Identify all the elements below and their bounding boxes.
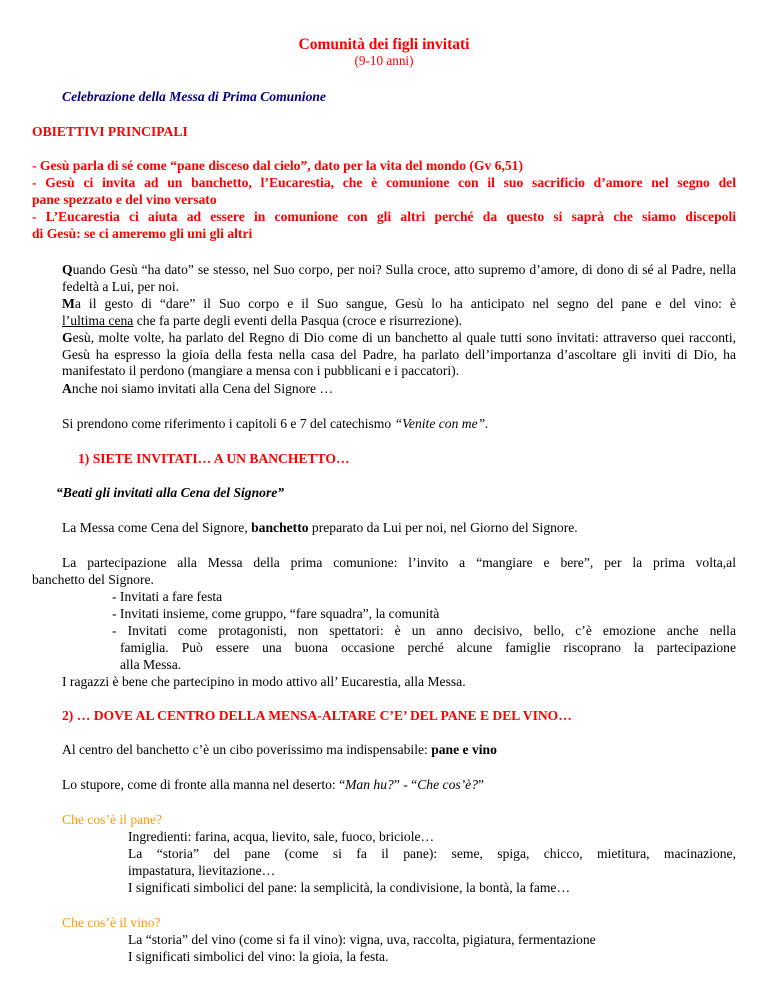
bold-term: banchetto [251, 520, 309, 535]
objective-3-line1: - L’Eucarestia ci aiuta ad essere in comunione con gli altri perché da questo si saprà che siamo discepoli [32, 209, 736, 224]
bread-line: impastatura, lievitazione… [128, 863, 276, 878]
objectives-heading: OBIETTIVI PRINCIPALI [32, 124, 188, 139]
section-1-quote: “Beati gli invitati alla Cena del Signore” [56, 485, 285, 500]
intro-text: nche noi siamo invitati alla Cena del Signore … [71, 381, 334, 396]
list-item: - Invitati insieme, come gruppo, “fare squadra”, la comunità [112, 606, 440, 621]
bold-term: pane e vino [431, 742, 497, 757]
intro-paragraph-2-line2 [62, 313, 736, 330]
page-title: Comunità dei figli invitati [298, 36, 470, 53]
italic-phrase: Man hu? [345, 777, 394, 792]
page-subtitle: (9-10 anni) [354, 53, 414, 68]
bread-line: I significati simbolici del pane: la semplicità, la condivisione, la bontà, la fame… [128, 880, 571, 895]
section-2-heading: 2) … DOVE AL CENTRO DELLA MENSA-ALTARE C’E’ DEL PANE E DEL VINO… [62, 708, 572, 723]
drop-initial: Q [62, 262, 73, 277]
bread-question: Che cos’è il pane? [62, 812, 163, 827]
reference-text: Si prendono come riferimento i capitoli 6 e 7 del catechismo [62, 416, 395, 431]
bread-line: La “storia” del pane (come si fa il pane): seme, spiga, chicco, mietitura, macinazione, [128, 846, 736, 861]
catechism-reference [62, 416, 736, 433]
intro-text: esù, molte volte, ha parlato del Regno di Dio come di un banchetto al quale tutti sono invitati: attraverso quei racconti, Gesù ha espresso la gioia della festa nella casa del Padre, ha parlato dell’importanza d’ascoltare gli inviti di Dio, ha manifestato il perdono (mangiare a mensa con i pubblicani e i paccatori). [62, 330, 736, 378]
objective-2-line2: pane spezzato e del vino versato [32, 192, 217, 207]
intro-text: che fa parte degli eventi della Pasqua (croce e risurrezione). [133, 313, 463, 328]
objective-2-line1: - Gesù ci invita ad un banchetto, l’Eucarestia, che è comunione con il suo sacrificio d’amore nel segno del [32, 175, 736, 190]
drop-initial: A [62, 381, 72, 396]
text: preparato da Lui per noi, nel Giorno del Signore. [308, 520, 578, 535]
section-1-closing: I ragazzi è bene che partecipino in modo attivo all’ Eucarestia, alla Messa. [62, 674, 466, 689]
text: ” [478, 777, 485, 792]
wine-question: Che cos’è il vino? [62, 915, 161, 930]
list-item-continuation: famiglia. Può essere una buona occasione perché alcune famiglie riscoprano la partecipazione [120, 640, 736, 655]
section-1-heading: 1) SIETE INVITATI… A UN BANCHETTO… [78, 451, 350, 466]
italic-phrase: Che cos’è? [417, 777, 479, 792]
section-1-paragraph-2-line1: La partecipazione alla Messa della prima comunione: l’invito a “mangiare e bere”, per la prima volta,al [62, 555, 736, 570]
section-2-paragraph-2 [62, 777, 736, 794]
objective-3-line2: di Gesù: se ci ameremo gli uni gli altri [32, 226, 253, 241]
text: Lo stupore, come di fronte alla manna nel deserto: “ [62, 777, 346, 792]
underlined-phrase: l’ultima cena [62, 313, 134, 328]
intro-paragraph-1 [62, 262, 736, 295]
section-1-paragraph-1 [62, 520, 736, 537]
text: ” - “ [393, 777, 418, 792]
list-item: - Invitati come protagonisti, non spettatori: è un anno decisivo, bello, c’è emozione anche nella [112, 623, 736, 638]
intro-paragraph-3 [62, 330, 736, 380]
bread-line: Ingredienti: farina, acqua, lievito, sale, fuoco, briciole… [128, 829, 435, 844]
intro-text: a il gesto di “dare” il Suo corpo e il Suo sangue, Gesù lo ha anticipato nel segno del pane e del vino: è [74, 296, 736, 311]
text: La Messa come Cena del Signore, [62, 520, 252, 535]
text: Al centro del banchetto c’è un cibo poverissimo ma indispensabile: [62, 742, 432, 757]
intro-paragraph-2-line1 [62, 296, 736, 313]
wine-line: I significati simbolici del vino: la gioia, la festa. [128, 949, 389, 964]
intro-text: uando Gesù “ha dato” se stesso, nel Suo corpo, per noi? Sulla croce, atto supremo d’amore, di dono di sé al Padre, nella fedeltà a Lui, per noi. [62, 262, 736, 294]
reference-book: “Venite con me”. [394, 416, 489, 431]
celebration-heading: Celebrazione della Messa di Prima Comunione [62, 89, 326, 104]
objective-1: - Gesù parla di sé come “pane disceso dal cielo”, dato per la vita del mondo (Gv 6,51) [32, 158, 524, 173]
drop-initial: M [62, 296, 75, 311]
section-1-paragraph-2-line2: banchetto del Signore. [32, 572, 154, 587]
list-item: - Invitati a fare festa [112, 589, 223, 604]
drop-initial: G [62, 330, 73, 345]
intro-paragraph-4 [62, 381, 736, 398]
wine-line: La “storia” del vino (come si fa il vino): vigna, uva, raccolta, pigiatura, fermentazione [128, 932, 596, 947]
section-2-paragraph-1 [62, 742, 736, 759]
list-item-continuation: alla Messa. [120, 657, 182, 672]
